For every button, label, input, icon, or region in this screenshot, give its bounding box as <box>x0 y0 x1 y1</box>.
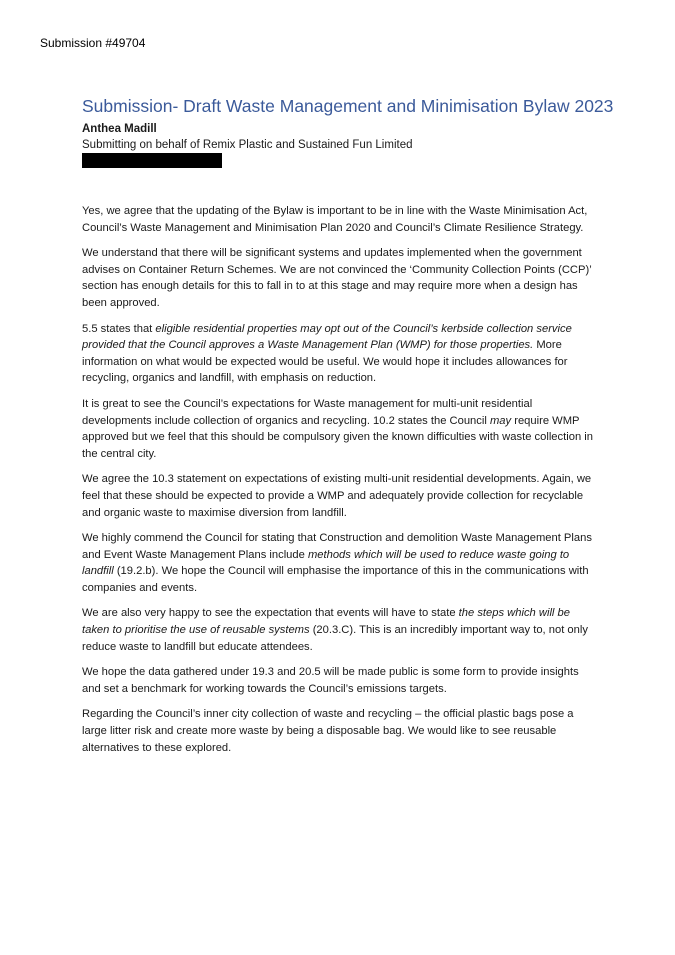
paragraph-7 <box>82 605 598 655</box>
paragraph-4 <box>82 396 598 462</box>
document-header <box>82 96 612 168</box>
paragraph-6-text-c: (19.2.b). We hope the Council will emphasise the importance of this in the communications with companies and events. <box>82 565 589 594</box>
paragraph-3 <box>82 321 598 387</box>
paragraph-4-emphasis: may <box>489 414 512 427</box>
paragraph-5: We agree the 10.3 statement on expectations of existing multi-unit residential developments. Again, we feel that these should be expected to provide a WMP and adequately provide collection for recyclable and organic waste to maximise diversion from landfill. <box>82 473 592 519</box>
document-title: Submission- Draft Waste Management and Minimisation Bylaw 2023 <box>82 96 614 116</box>
paragraph-6-quote: methods which will be used to reduce waste going to landfill <box>82 548 570 578</box>
paragraph-8: We hope the data gathered under 19.3 and 20.5 will be made public is some form to provide insights and set a benchmark for working towards the Council’s emissions targets. <box>82 666 579 695</box>
paragraph-4-text-a: It is great to see the Council’s expectations for Waste management for multi-unit residential developments include collection of organics and recycling. 10.2 states the Council <box>82 397 533 427</box>
paragraph-3-text-c: More information on what would be expected would be useful. We would hope it includes allowances for recycling, organics and landfill, with emphasis on reduction. <box>82 339 568 385</box>
paragraph-3-quote: eligible residential properties may opt out of the Council’s kerbside collection service provided that the Council approves a Waste Management Plan (WMP) for those properties. <box>82 322 572 352</box>
submission-number: Submission #49704 <box>40 36 146 50</box>
paragraph-9: Regarding the Council’s inner city collection of waste and recycling – the official plastic bags pose a large litter risk and create more waste by being a disposable bag. We would like to see reusable alternatives to these explored. <box>82 708 574 754</box>
paragraph-6-text-a: We highly commend the Council for stating that Construction and demolition Waste Management Plans and Event Waste Management Plans include <box>82 532 592 561</box>
paragraph-2: We understand that there will be significant systems and updates implemented when the government advises on Container Return Schemes. We are not convinced the ‘Community Collection Points (CCP)’ section has enough details for this to fall in to at this stage and may require more when a design has been approved. <box>82 247 592 309</box>
paragraph-7-text-a: We are also very happy to see the expectation that events will have to state <box>82 607 459 620</box>
redacted-block <box>82 153 222 168</box>
paragraph-3-text-a: 5.5 states that <box>82 322 156 335</box>
paragraph-4-text-c: require WMP approved but we feel that this should be compulsory given the known difficulties with waste collection in the central city. <box>82 414 593 460</box>
paragraph-6 <box>82 530 598 596</box>
behalf-line: Submitting on behalf of Remix Plastic and Sustained Fun Limited <box>82 139 413 151</box>
author-name: Anthea Madill <box>82 123 157 135</box>
document-body <box>82 203 598 765</box>
paragraph-1: Yes, we agree that the updating of the Bylaw is important to be in line with the Waste Minimisation Act, Council’s Waste Management and Minimisation Plan 2020 and Council’s Climate Resilience Strategy. <box>82 205 588 234</box>
paragraph-7-text-c: (20.3.C). This is an incredibly important way to, not only reduce waste to landfill but educate attendees. <box>82 624 588 653</box>
paragraph-7-quote: the steps which will be taken to prioritise the use of reusable systems <box>82 607 570 637</box>
